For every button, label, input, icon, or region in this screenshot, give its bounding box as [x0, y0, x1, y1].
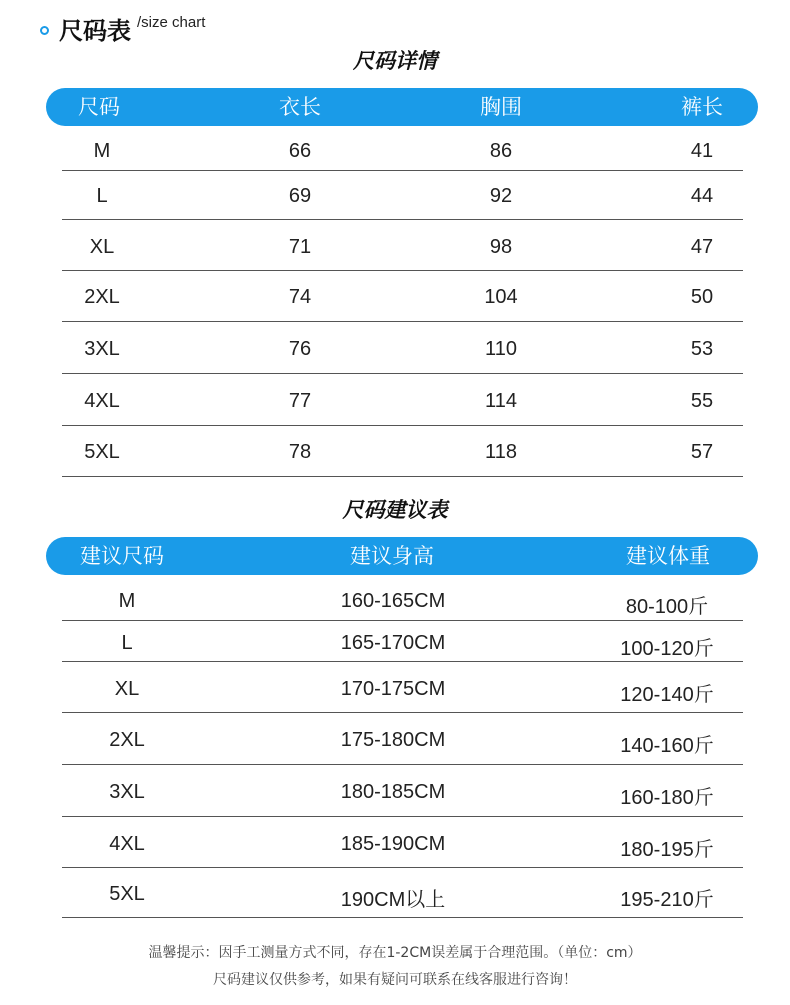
cell-advice-height: 175-180CM [340, 729, 446, 751]
col-advice-height: 建议身高 [350, 544, 434, 568]
cell-length: 77 [288, 389, 312, 412]
cell-advice-weight: 180-195斤 [620, 838, 714, 861]
col-length: 衣长 [279, 95, 321, 119]
cell-advice-size: 5XL [109, 882, 145, 905]
cell-advice-height: 190CM以上 [340, 888, 446, 911]
cell-advice-height: 170-175CM [340, 678, 446, 700]
cell-length: 74 [288, 286, 312, 308]
cell-chest: 104 [484, 286, 518, 308]
table-row [62, 581, 743, 621]
cell-size: 5XL [84, 441, 120, 463]
note-reference: 尺码建议仅供参考，如果有疑问可联系在线客服进行咨询！ [213, 972, 577, 988]
col-chest: 胸围 [480, 95, 522, 119]
table-row [62, 665, 743, 713]
circle-bullet-icon [40, 26, 49, 35]
cell-chest: 92 [489, 185, 513, 207]
cell-length: 76 [288, 337, 312, 360]
cell-advice-weight: 100-120斤 [620, 637, 714, 660]
cell-size: 2XL [84, 286, 120, 308]
page-title: 尺码表 [59, 16, 131, 45]
table-row [62, 819, 743, 868]
size-detail-title: 尺码详情 [353, 49, 437, 73]
cell-length: 78 [288, 441, 312, 463]
col-pants-length: 裤长 [681, 95, 723, 119]
page-header [40, 10, 205, 46]
cell-size: M [93, 139, 111, 162]
cell-pants-length: 44 [690, 185, 714, 207]
cell-advice-size: 3XL [109, 781, 145, 803]
cell-pants-length: 55 [690, 389, 714, 412]
cell-advice-size: 2XL [109, 729, 145, 751]
cell-pants-length: 41 [690, 139, 714, 162]
table-row [62, 172, 743, 220]
table-row [62, 869, 743, 918]
cell-pants-length: 47 [690, 235, 714, 258]
page-subtitle: /size chart [137, 14, 206, 31]
col-size: 尺码 [78, 95, 120, 119]
table-row [62, 767, 743, 817]
cell-length: 66 [288, 139, 312, 162]
cell-advice-height: 185-190CM [340, 832, 446, 855]
table-row [62, 323, 743, 374]
cell-size: 4XL [84, 389, 120, 412]
cell-advice-size: XL [114, 678, 140, 700]
cell-advice-weight: 160-180斤 [620, 787, 714, 809]
cell-chest: 110 [485, 337, 517, 360]
col-advice-size: 建议尺码 [80, 544, 164, 568]
size-detail-header [46, 88, 758, 126]
table-row [62, 130, 743, 171]
table-row [62, 375, 743, 426]
cell-chest: 86 [489, 139, 513, 162]
cell-chest: 114 [485, 389, 517, 412]
cell-size: L [96, 185, 108, 207]
cell-advice-height: 180-185CM [340, 781, 446, 803]
cell-advice-weight: 195-210斤 [620, 888, 714, 911]
cell-pants-length: 57 [690, 441, 714, 463]
cell-advice-size: M [118, 590, 136, 612]
size-advice-title: 尺码建议表 [342, 498, 448, 522]
cell-chest: 98 [489, 235, 513, 258]
table-row [62, 427, 743, 477]
cell-advice-size: 4XL [109, 832, 145, 855]
table-row [62, 272, 743, 322]
cell-advice-size: L [121, 631, 133, 654]
cell-length: 69 [288, 185, 312, 207]
cell-advice-height: 165-170CM [340, 631, 446, 654]
cell-advice-weight: 140-160斤 [620, 735, 714, 757]
note-measurement: 温馨提示：因手工测量方式不同，存在1-2CM误差属于合理范围。（单位：cm） [148, 945, 642, 961]
cell-size: 3XL [84, 337, 120, 360]
cell-advice-weight: 120-140斤 [620, 684, 714, 706]
cell-chest: 118 [485, 441, 517, 463]
cell-advice-weight: 80-100斤 [625, 596, 709, 618]
table-row [62, 222, 743, 271]
cell-size: XL [89, 235, 115, 258]
table-row [62, 623, 743, 662]
cell-pants-length: 53 [690, 337, 714, 360]
cell-length: 71 [288, 235, 312, 258]
cell-advice-height: 160-165CM [340, 590, 446, 612]
table-row [62, 715, 743, 765]
col-advice-weight: 建议体重 [626, 544, 710, 568]
cell-pants-length: 50 [690, 286, 714, 308]
size-advice-header [46, 537, 758, 575]
